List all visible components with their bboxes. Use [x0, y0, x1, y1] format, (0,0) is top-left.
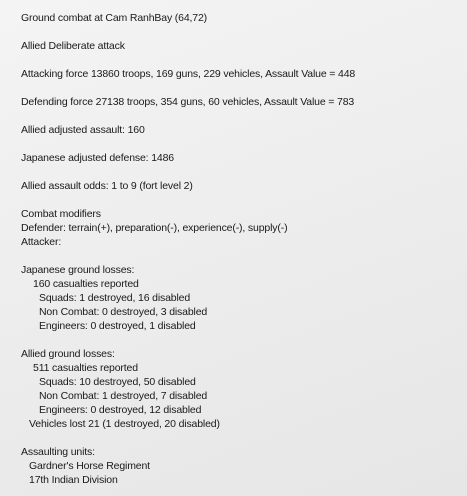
combat-modifiers-heading: Combat modifiers — [21, 208, 101, 220]
assaulting-unit: 17th Indian Division — [29, 474, 118, 486]
assaulting-units-heading: Assaulting units: — [21, 446, 95, 458]
allied-engineers: Engineers: 0 destroyed, 12 disabled — [39, 404, 202, 416]
japanese-casualties: 160 casualties reported — [33, 278, 139, 290]
allied-vehicles-lost: Vehicles lost 21 (1 destroyed, 20 disabled) — [29, 418, 220, 430]
allied-losses-heading: Allied ground losses: — [21, 348, 115, 360]
assaulting-unit: Gardner's Horse Regiment — [29, 460, 150, 472]
combat-title: Ground combat at Cam RanhBay (64,72) — [21, 12, 208, 24]
japanese-non-combat: Non Combat: 0 destroyed, 3 disabled — [39, 306, 208, 318]
japanese-engineers: Engineers: 0 destroyed, 1 disabled — [39, 320, 196, 332]
attack-type: Allied Deliberate attack — [21, 40, 125, 52]
japanese-adjusted-defense: Japanese adjusted defense: 1486 — [21, 152, 174, 164]
allied-non-combat: Non Combat: 1 destroyed, 7 disabled — [39, 390, 208, 402]
attacker-modifiers: Attacker: — [21, 236, 62, 248]
combat-report — [21, 11, 461, 487]
defender-modifiers: Defender: terrain(+), preparation(-), experience(-), supply(-) — [21, 222, 288, 234]
allied-squads: Squads: 10 destroyed, 50 disabled — [39, 376, 196, 388]
assault-odds: Allied assault odds: 1 to 9 (fort level 2) — [21, 180, 193, 192]
allied-casualties: 511 casualties reported — [33, 362, 138, 374]
japanese-losses-heading: Japanese ground losses: — [21, 264, 135, 276]
defending-force: Defending force 27138 troops, 354 guns, 60 vehicles, Assault Value = 783 — [21, 96, 355, 108]
japanese-squads: Squads: 1 destroyed, 16 disabled — [39, 292, 191, 304]
attacking-force: Attacking force 13860 troops, 169 guns, 229 vehicles, Assault Value = 448 — [21, 68, 356, 80]
allied-adjusted-assault: Allied adjusted assault: 160 — [21, 124, 145, 136]
